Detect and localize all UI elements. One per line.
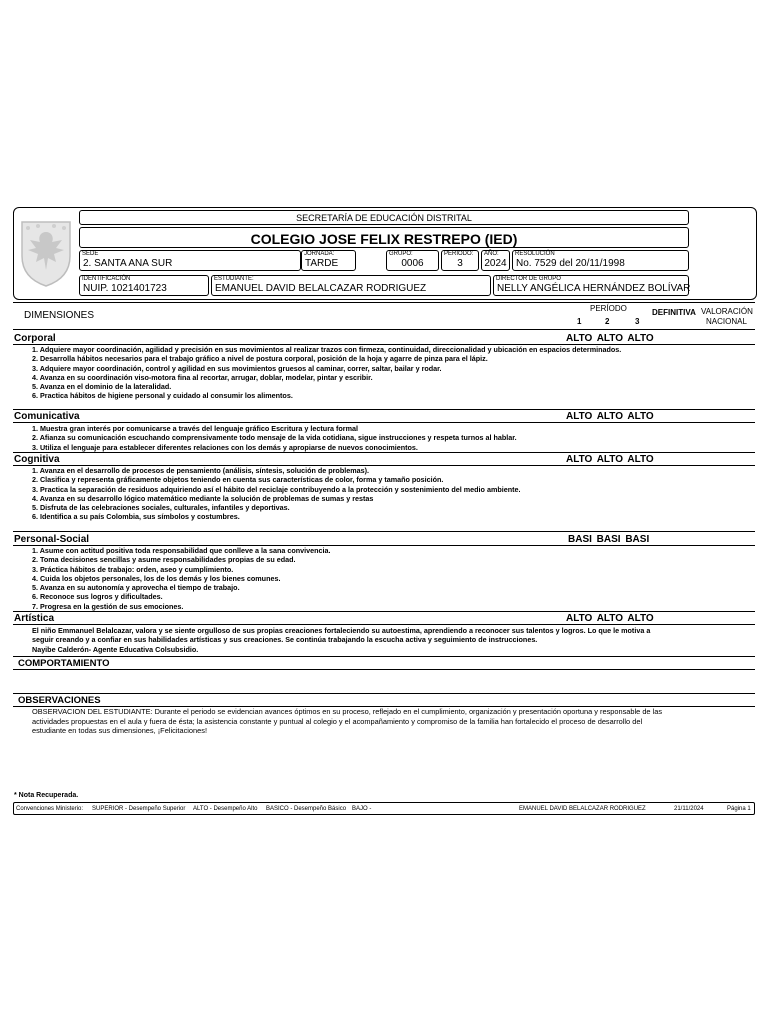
periodo-label: PERIODO: bbox=[444, 251, 474, 257]
list-item: 2. Toma decisiones sencillas y asume responsabilidades propias de su edad. bbox=[32, 555, 296, 565]
list-item: 3. Práctica hábitos de trabajo: orden, aseo y cumplimiento. bbox=[32, 564, 234, 574]
comportamiento-rule bbox=[13, 669, 755, 670]
observaciones-title: OBSERVACIONES bbox=[18, 695, 101, 706]
colegio-box bbox=[79, 227, 689, 248]
director-label: DIRECTOR DE GRUPO bbox=[496, 276, 561, 282]
list-item: 3. Utiliza el lenguaje para establecer diferentes relaciones con los demás y apropiarse de nuevos conocimientos. bbox=[32, 442, 418, 452]
list-item: 1. Adquiere mayor coordinación, agilidad y precisión en sus movimientos al realizar trazos con firmeza, continuidad, direccionalidad y ubicación en espacios determinados. bbox=[32, 345, 622, 354]
comunicativa-items bbox=[32, 424, 662, 452]
resolucion-value: No. 7529 del 20/11/1998 bbox=[516, 258, 625, 269]
periodo-header: PERÍODO bbox=[590, 304, 627, 313]
artistica-grade: ALTO ALTO ALTO bbox=[566, 613, 654, 624]
list-item: 7. Progresa en la gestión de sus emociones. bbox=[32, 601, 184, 611]
footer-convenciones: Convenciones Ministerio: bbox=[16, 806, 84, 812]
definitiva-header: DEFINITIVA bbox=[652, 308, 696, 317]
list-item: 2. Clasifica y representa gráficamente objetos teniendo en cuenta sus características de color, forma y tamaño posición. bbox=[32, 475, 444, 485]
cognitiva-title: Cognitiva bbox=[14, 454, 60, 465]
jornada-value: TARDE bbox=[305, 258, 339, 269]
bogota-crest-icon bbox=[16, 214, 76, 290]
personal-title: Personal-Social bbox=[14, 534, 90, 545]
anio-box bbox=[481, 250, 510, 271]
footer-pagina: Página 1 bbox=[727, 806, 751, 812]
list-item: 6. Practica hábitos de higiene personal y cuidado al consumir los alimentos. bbox=[32, 391, 293, 401]
table-top-rule bbox=[13, 302, 755, 303]
comportamiento-top-rule bbox=[13, 656, 755, 657]
observaciones-text: OBSERVACION DEL ESTUDIANTE: Durante el periodo se evidencian avances óptimos en su proceso, reflejado en el cumplimiento, organización y presentación oportuna y responsable de las actividades propuestas en el aula y fuera de ésta; la asistencia constante y puntual al colegio y el acompañamiento y compromiso de la familia han fortalecido el proceso de desarrollo del estudiante en todas sus dimensiones, ¡Felicitaciones! bbox=[32, 707, 663, 736]
anio-value: 2024 bbox=[484, 258, 507, 269]
list-item: 6. Identifica a su país Colombia, sus símbolos y costumbres. bbox=[32, 512, 240, 522]
sede-box bbox=[79, 250, 301, 271]
identificacion-label: IDENTIFICACIÓN bbox=[82, 276, 131, 282]
list-item: 6. Reconoce sus logros y dificultades. bbox=[32, 592, 163, 602]
footer-fecha: 21/11/2024 bbox=[674, 806, 704, 812]
periodo-1-header: 1 bbox=[577, 317, 582, 326]
list-item: 4. Avanza en su desarrollo lógico matemático mediante la solución de problemas de sumas y restas bbox=[32, 493, 374, 503]
estudiante-value: EMANUEL DAVID BELALCAZAR RODRIGUEZ bbox=[215, 283, 427, 294]
estudiante-box bbox=[211, 275, 491, 296]
list-item: 1. Asume con actitud positiva toda responsabilidad que conlleve a la sana convivencia. bbox=[32, 546, 331, 555]
list-item: 1. Avanza en el desarrollo de procesos de pensamiento (análisis, síntesis, solución de problemas). bbox=[32, 466, 369, 475]
list-item: 2. Afianza su comunicación escuchando comprensivamente todo mensaje de la vida cotidiana, sigue instrucciones y respeta turnos al hablar. bbox=[32, 433, 517, 443]
footer-bajo: BAJO - bbox=[352, 806, 372, 812]
corporal-title: Corporal bbox=[14, 333, 56, 344]
artistica-title: Artística bbox=[14, 613, 55, 624]
artistica-rule bbox=[13, 624, 755, 625]
personal-items bbox=[32, 546, 662, 611]
table-header-rule bbox=[13, 329, 755, 330]
observaciones-top-rule bbox=[13, 693, 755, 694]
list-item: 2. Desarrolla hábitos necesarios para el trabajo gráfico a nivel de postura corporal, posición de la hoja y agarre de pinza para el lápiz. bbox=[32, 354, 488, 364]
resolucion-label: RESOLUCIÓN bbox=[515, 251, 555, 257]
periodo-box bbox=[441, 250, 479, 271]
corporal-items bbox=[32, 345, 662, 401]
identificacion-box bbox=[79, 275, 209, 296]
personal-grade: BASI BASI BASI bbox=[568, 534, 650, 545]
cognitiva-items bbox=[32, 466, 662, 522]
artistica-text: El niño Emmanuel Belalcazar, valora y se siente orgulloso de sus propias creaciones fortaleciendo su autoestima, aprendiendo a reconocer sus talentos y logros. Lo que le motiva a seguir creando y a confiar en sus habilidades artísticas y sus creaciones. Se continúa trabajando la escucha activa y seguimiento de instrucciones. bbox=[32, 626, 651, 645]
list-item: 4. Avanza en su coordinación viso-motora fina al recortar, arrugar, doblar, modelar, pintar y escribir. bbox=[32, 372, 373, 382]
personal-top-rule bbox=[13, 531, 755, 532]
grupo-value: 0006 bbox=[401, 258, 424, 269]
comunicativa-grade: ALTO ALTO ALTO bbox=[566, 411, 654, 422]
list-item: 3. Practica la separación de residuos adquiriendo así el hábito del reciclaje contribuyendo a la protección y sostenimiento del medio ambiente. bbox=[32, 484, 521, 494]
grupo-box bbox=[386, 250, 439, 271]
grupo-label: GRUPO: bbox=[389, 251, 413, 257]
comportamiento-title: COMPORTAMIENTO bbox=[18, 658, 110, 669]
footer-alto: ALTO - Desempeño Alto bbox=[193, 806, 258, 812]
jornada-label: JORNADA: bbox=[304, 251, 335, 257]
periodo-2-header: 2 bbox=[605, 317, 610, 326]
list-item: 1. Muestra gran interés por comunicarse a través del lenguaje gráfico Escritura y lectura formal bbox=[32, 424, 358, 433]
periodo-value: 3 bbox=[457, 258, 463, 269]
list-item: 4. Cuida los objetos personales, los de los demás y los bienes comunes. bbox=[32, 573, 281, 583]
secretaria-title: SECRETARÍA DE EDUCACIÓN DISTRITAL bbox=[296, 213, 472, 223]
cognitiva-grade: ALTO ALTO ALTO bbox=[566, 454, 654, 465]
artistica-top-rule bbox=[13, 611, 755, 612]
list-item: 3. Adquiere mayor coordinación, control y agilidad en sus movimientos gruesos al caminar, correr, saltar, bailar y rodar. bbox=[32, 363, 442, 373]
colegio-title: COLEGIO JOSE FELIX RESTREPO (IED) bbox=[250, 231, 518, 247]
jornada-box bbox=[301, 250, 356, 271]
anio-label: AÑO: bbox=[484, 251, 499, 257]
footer-superior: SUPERIOR - Desempeño Superior bbox=[92, 806, 186, 812]
comunicativa-rule bbox=[13, 422, 755, 423]
identificacion-value: NUIP. 1021401723 bbox=[83, 283, 167, 294]
dimensiones-header: DIMENSIONES bbox=[24, 310, 95, 321]
sede-label: SEDE bbox=[82, 251, 99, 257]
director-value: NELLY ANGÉLICA HERNÁNDEZ BOLÍVAR bbox=[497, 283, 691, 294]
list-item: 5. Disfruta de las celebraciones sociales, culturales, infantiles y deportivas. bbox=[32, 503, 290, 513]
footer-estudiante: EMANUEL DAVID BELALCAZAR RODRIGUEZ bbox=[519, 806, 646, 812]
cognitiva-top-rule bbox=[13, 452, 755, 453]
director-box bbox=[493, 275, 689, 296]
corporal-grade: ALTO ALTO ALTO bbox=[566, 333, 654, 344]
nacional-header: NACIONAL bbox=[706, 317, 747, 326]
valoracion-header: VALORACIÓN bbox=[701, 307, 753, 316]
nota-recuperada: * Nota Recuperada. bbox=[14, 792, 79, 799]
footer-basico: BASICO - Desempeño Básico bbox=[266, 806, 347, 812]
comunicativa-title: Comunicativa bbox=[14, 411, 80, 422]
estudiante-label: ESTUDIANTE: bbox=[214, 276, 254, 282]
artistica-signature: Nayibe Calderón- Agente Educativa Colsubsidio. bbox=[32, 645, 199, 654]
list-item: 5. Avanza en el dominio de la lateralidad. bbox=[32, 382, 172, 392]
sede-value: 2. SANTA ANA SUR bbox=[83, 258, 173, 269]
comunicativa-top-rule bbox=[13, 409, 755, 410]
list-item: 5. Avanza en su autonomía y aprovecha el tiempo de trabajo. bbox=[32, 583, 240, 593]
resolucion-box bbox=[512, 250, 689, 271]
periodo-3-header: 3 bbox=[635, 317, 640, 326]
secretaria-box bbox=[79, 210, 689, 225]
